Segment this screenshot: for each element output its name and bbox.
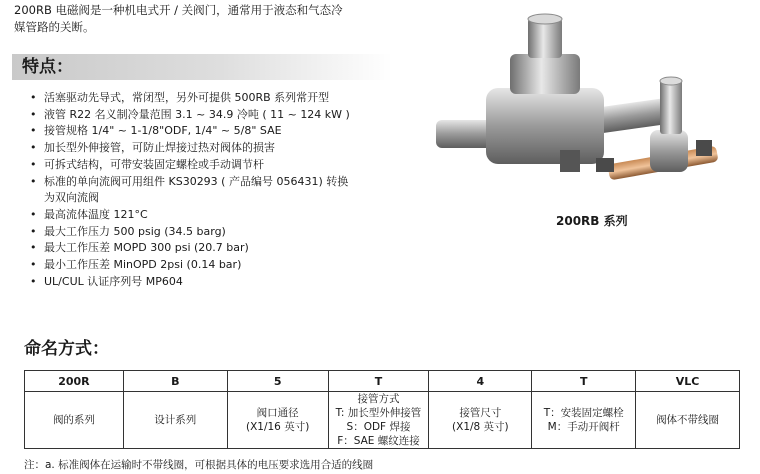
intro-text	[14, 2, 344, 36]
code-row	[25, 371, 740, 392]
code-cell: T	[328, 371, 429, 392]
valve-body	[486, 88, 604, 164]
intro-line-1: 200RB 电磁阀是一种机电式开 / 关阀门，通常用于液态和气态冷	[14, 3, 343, 17]
valve-product-photo	[428, 10, 728, 210]
desc-cell-design: 设计系列	[123, 392, 227, 449]
desc-cell-size: 接管尺寸 (X1/8 英寸)	[429, 392, 532, 449]
code-cell: VLC	[636, 371, 740, 392]
desc-cell-series: 阀的系列	[25, 392, 124, 449]
code-cell: B	[123, 371, 227, 392]
small-valve-stem	[660, 80, 682, 134]
feature-item: • 活塞驱动先导式，常闭型，另外可提供 500RB 系列常开型	[30, 90, 410, 107]
valve-bonnet	[510, 54, 580, 94]
code-cell: 200R	[25, 371, 124, 392]
feature-item-continuation: 为双向流阀	[44, 191, 99, 205]
fitting-nut	[560, 150, 580, 172]
footnote: 注：a. 标准阀体在运输时不带线圈，可根据具体的电压要求选用合适的线圈	[24, 459, 374, 471]
code-cell: 5	[227, 371, 328, 392]
feature-item: • 最大工作压力 500 psig (34.5 barg)	[30, 224, 410, 241]
feature-item: • UL/CUL 认证序列号 MP604	[30, 274, 410, 291]
feature-item: • 最大工作压差 MOPD 300 psi (20.7 bar)	[30, 240, 410, 257]
code-cell: 4	[429, 371, 532, 392]
features-list	[30, 90, 410, 290]
code-cell: T	[532, 371, 636, 392]
feature-item: • 最小工作压差 MinOPD 2psi (0.14 bar)	[30, 257, 410, 274]
small-valve-body	[650, 130, 688, 172]
feature-item: • 液管 R22 名义制冷量范围 3.1 ~ 34.9 冷吨 ( 11 ~ 124 kW )	[30, 107, 410, 124]
product-caption: 200RB 系列	[556, 214, 628, 228]
features-title: 特点：	[22, 57, 73, 77]
intro-line-2: 媒管路的关断。	[14, 20, 95, 34]
desc-cell-coil: 阀体不带线圈	[636, 392, 740, 449]
feature-item: • 加长型外伸接管，可防止焊接过热对阀体的损害	[30, 140, 410, 157]
desc-cell-connection: 接管方式 T: 加长型外伸接管 S：ODF 焊接 F：SAE 螺纹连接	[328, 392, 429, 449]
naming-code-table	[24, 370, 740, 449]
feature-item: • 可拆式结构，可带安装固定螺栓或手动调节杆	[30, 157, 410, 174]
naming-title: 命名方式：	[24, 339, 109, 359]
feature-item: • 最高流体温度 121°C	[30, 207, 410, 224]
desc-cell-option: T：安装固定螺栓 M：手动开阀杆	[532, 392, 636, 449]
feature-item: • 接管规格 1/4" ~ 1-1/8"ODF, 1/4" ~ 5/8" SAE	[30, 123, 410, 140]
feature-item: • 标准的单向流阀可用组件 KS30293 ( 产品编号 056431) 转换	[30, 174, 410, 191]
desc-cell-port: 阀口通径 (X1/16 英寸)	[227, 392, 328, 449]
description-row	[25, 392, 740, 449]
